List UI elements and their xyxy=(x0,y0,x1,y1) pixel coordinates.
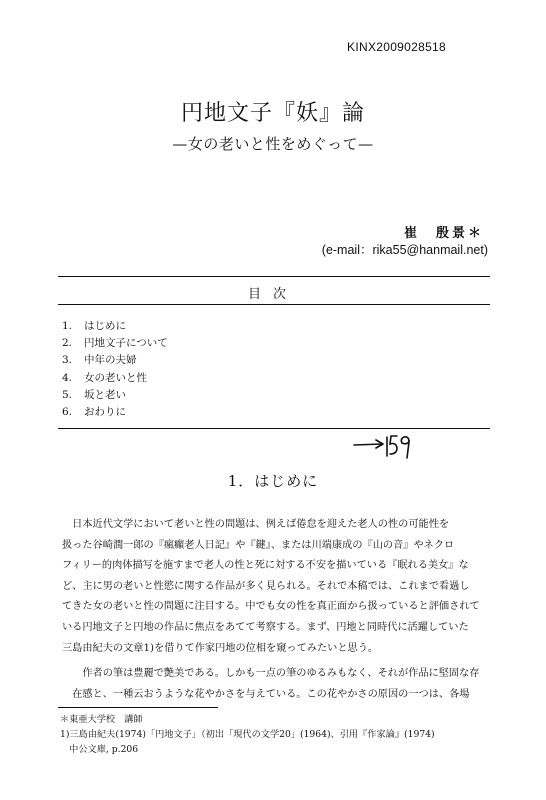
toc-item-label: 中年の夫婦 xyxy=(84,354,137,367)
paragraph-line: てきた女の老いと性の問題に注目する。中でも女の性を真正面から扱っていると評価されて xyxy=(62,601,480,613)
toc-title-rule xyxy=(58,304,490,305)
toc-item xyxy=(62,404,168,421)
document-id: KINX2009028518 xyxy=(347,40,446,54)
body-paragraph xyxy=(62,515,492,659)
toc-item xyxy=(62,318,168,335)
paragraph-line: いる円地文子と円地の作品に焦点をあてて考察する。まず、円地と同時代に活躍していた xyxy=(62,621,469,633)
toc-bottom-rule xyxy=(58,428,490,429)
footnote: ＊東亜大学校 講師 xyxy=(60,714,143,725)
toc-item-number: 5. xyxy=(62,388,73,401)
toc-title: 目次 xyxy=(247,287,298,302)
toc-item-number: 1. xyxy=(62,320,73,332)
paper-subtitle: —女の老いと性をめぐって— xyxy=(172,135,374,153)
paragraph-line: 日本近代文学において老いと性の問題は、例えば倦怠を迎えた老人の性の可能性を xyxy=(62,519,450,530)
toc-item-number: 3. xyxy=(62,354,73,367)
quote-line: 作者の筆は豊麗で艶美である。しかも一点の筆のゆるみもなく、それが作品に堅固な存 xyxy=(62,668,480,679)
footnote: 1)三島由紀夫(1974)「円地文子」（初出「現代の文学20」(1964)、引用『作家論』(1974) xyxy=(60,729,435,740)
paragraph-line: 三島由紀夫の文章1)を借りて作家円地の位相を窺ってみたいと思う。 xyxy=(62,642,379,654)
toc-item xyxy=(62,387,168,404)
toc-item xyxy=(62,352,168,369)
handwritten-page-note xyxy=(352,432,412,462)
toc-item xyxy=(62,335,168,352)
paragraph-line: フィリー的肉体描写を施すまで老人の性と死に対する不安を描いている『眠れる美女』な xyxy=(62,560,469,572)
toc-item-label: 坂と老い xyxy=(84,388,126,401)
footnote: 中公文庫, p.206 xyxy=(60,744,139,755)
footnote-rule xyxy=(58,707,218,708)
section-heading: 1．はじめに xyxy=(227,472,319,490)
block-quote xyxy=(62,664,492,705)
toc-item-number: 6. xyxy=(62,406,73,419)
table-of-contents xyxy=(62,318,168,421)
toc-item-label: おわりに xyxy=(84,406,126,419)
paper-title: 円地文子『妖』論 xyxy=(180,101,365,126)
paragraph-line: 扱った谷崎潤一郎の『瘋癲老人日記』や『鍵』、または川端康成の『山の音』やネクロ xyxy=(62,539,455,551)
toc-item-label: はじめに xyxy=(84,320,126,332)
toc-item-label: 円地文子について xyxy=(84,337,168,350)
author-name: 崔 殷景＊ xyxy=(403,226,484,241)
paragraph-line: ど、主に男の老いと性慾に関する作品が多く見られる。それで本稿では、これまで看過し xyxy=(62,580,470,592)
toc-item xyxy=(62,370,168,387)
author-email: (e-mail：rika55@hanmail.net) xyxy=(321,243,488,257)
footnotes xyxy=(60,712,500,757)
toc-item-number: 4. xyxy=(62,371,73,384)
toc-item-label: 女の老いと性 xyxy=(84,371,147,384)
quote-line: 在感と、一種云おうような花やかさを与えている。この花やかさの原因の一つは、各場 xyxy=(62,688,470,700)
toc-item-number: 2. xyxy=(62,337,73,350)
toc-top-rule xyxy=(58,276,490,277)
